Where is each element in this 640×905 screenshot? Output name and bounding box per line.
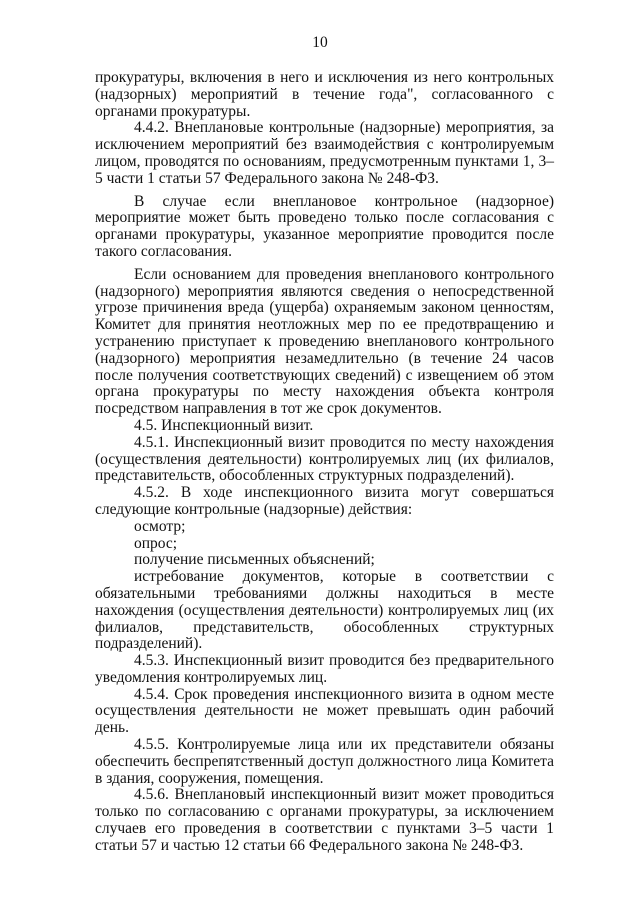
paragraph-agreement-case: В случае если внеплановое контрольное (надзорное) мероприятие может быть проведено только после согласования с органами прокуратуры, указанное мероприятие проводится после такого согласования. <box>95 192 554 260</box>
list-item-inspection: осмотр; <box>134 517 186 535</box>
list-item-written-explanations: получение письменных объяснений; <box>134 551 375 569</box>
page-number: 10 <box>312 34 328 51</box>
paragraph-4-5-5: 4.5.5. Контролируемые лица или их представители обязаны обеспечить беспрепятственный доступ должностного лица Комитета в здания, сооружения, помещения. <box>95 736 554 787</box>
paragraph-4-5-heading: 4.5. Инспекционный визит. <box>134 416 314 434</box>
document-body <box>95 70 554 855</box>
paragraph-4-5-3: 4.5.3. Инспекционный визит проводится без предварительного уведомления контролируемых лиц. <box>95 652 554 686</box>
paragraph-4-5-6: 4.5.6. Внеплановый инспекционный визит может проводиться только по согласованию с органами прокуратуры, за исключением случаев его проведения в соответствии с пунктами 3–5 части 1 статьи 57 и частью 12 статьи 66 Федерального закона № 248-ФЗ. <box>95 786 554 854</box>
paragraph-prosecutor-agreement: прокуратуры, включения в него и исключения из него контрольных (надзорных) мероприятий в течение года", согласованного с органами прокуратуры. <box>95 69 554 120</box>
list-item-survey: опрос; <box>134 534 178 552</box>
list-item-document-request: истребование документов, которые в соответствии с обязательными требованиями должны находиться в месте нахождения (осуществления деятельности) контролируемых лиц (их филиалов, представительств, обособленных структурных подразделений). <box>95 568 554 653</box>
paragraph-4-5-4: 4.5.4. Срок проведения инспекционного визита в одном месте осуществления деятельности не может превышать один рабочий день. <box>95 685 554 737</box>
paragraph-4-4-2: 4.4.2. Внеплановые контрольные (надзорные) мероприятия, за исключением мероприятий без взаимодействия с контролируемым лицом, проводятся по основаниям, предусмотренным пунктами 1, 3–5 части 1 статьи 57 Федерального закона № 248-ФЗ. <box>95 119 554 187</box>
paragraph-4-5-2: 4.5.2. В ходе инспекционного визита могут совершаться следующие контрольные (надзорные) действия: <box>95 484 554 518</box>
paragraph-4-5-1: 4.5.1. Инспекционный визит проводится по месту нахождения (осуществления деятельности) контролируемых лиц (их филиалов, представительств, обособленных структурных подразделений). <box>95 433 554 485</box>
paragraph-immediate-threat: Если основанием для проведения внепланового контрольного (надзорного) мероприятия являются сведения о непосредственной угрозе причинения вреда (ущерба) охраняемым законом ценностям, Комитет для принятия неотложных мер по ее предотвращению и устранению приступает к проведению внепланового контрольного (надзорного) мероприятия незамедлительно (в течение 24 часов после получения соответствующих сведений) с извещением об этом органа прокуратуры по месту нахождения объекта контроля посредством направления в тот же срок документов. <box>95 265 554 418</box>
